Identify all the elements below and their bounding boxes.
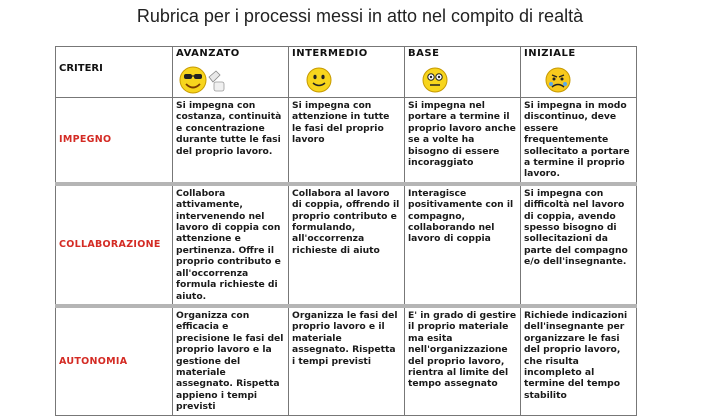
row-impegno — [56, 98, 637, 184]
row-autonomia — [56, 306, 637, 415]
smiling-smiley-icon — [292, 63, 332, 95]
level-label: BASE — [408, 48, 440, 59]
row-collaborazione — [56, 184, 637, 306]
descriptor-cell: Collabora attivamente, intervenendo nel lavoro di coppia con attenzione e pertinenza. Offre il proprio contributo e all'occorrenza formula richieste di aiuto. — [173, 184, 289, 306]
sad-smiley-icon — [524, 63, 572, 95]
level-label: INTERMEDIO — [292, 48, 368, 59]
descriptor-cell: Si impegna con difficoltà nel lavoro di coppia, avendo spesso bisogno di sollecitazioni da parte del compagno e/o dell'insegnante. — [520, 184, 636, 306]
level-label: AVANZATO — [176, 48, 240, 59]
criteria-header: CRITERI — [59, 63, 103, 74]
descriptor-cell: Si impegna nel portare a termine il proprio lavoro anche se a volte ha bisogno di essere incoraggiato — [405, 98, 521, 184]
descriptor-cell: Organizza con efficacia e precisione le fasi del proprio lavoro e la gestione del materiale assegnato. Rispetta appieno i tempi previsti — [173, 306, 289, 415]
level-header-initial — [520, 47, 636, 98]
level-header-advanced — [173, 47, 289, 98]
descriptor-cell: Organizza le fasi del proprio lavoro e il materiale assegnato. Rispetta i tempi previsti — [289, 306, 405, 415]
level-header-base — [405, 47, 521, 98]
happy-cool-smiley-icon — [176, 63, 234, 95]
criterion-collaborazione: COLLABORAZIONE — [56, 184, 173, 306]
descriptor-cell: Si impegna con attenzione in tutte le fasi del proprio lavoro — [289, 98, 405, 184]
descriptor-cell: E' in grado di gestire il proprio materiale ma esita nell'organizzazione del proprio lavoro, rientra al limite del tempo assegnato — [405, 306, 521, 415]
descriptor-cell: Interagisce positivamente con il compagno, collaborando nel lavoro di coppia — [405, 184, 521, 306]
slide-title: Rubrica per i processi messi in atto nel compito di realtà — [136, 6, 584, 26]
descriptor-cell: Collabora al lavoro di coppia, offrendo il proprio contributo e formulando, all'occorrenza richieste di aiuto — [289, 184, 405, 306]
rubric-table-container — [55, 46, 637, 413]
criteria-header-cell — [56, 47, 173, 98]
descriptor-cell: Si impegna in modo discontinuo, deve essere frequentemente sollecitato a portare a termine il proprio lavoro. — [520, 98, 636, 184]
rubric-table — [55, 46, 637, 416]
level-header-intermediate — [289, 47, 405, 98]
neutral-smiley-icon — [408, 63, 448, 95]
header-row — [56, 47, 637, 98]
criterion-autonomia: AUTONOMIA — [56, 306, 173, 415]
descriptor-cell: Si impegna con costanza, continuità e concentrazione durante tutte le fasi del proprio lavoro. — [173, 98, 289, 184]
descriptor-cell: Richiede indicazioni dell'insegnante per organizzare le fasi del proprio lavoro, che risulta incompleto al termine del tempo stabilito — [520, 306, 636, 415]
level-label: INIZIALE — [523, 48, 576, 59]
criterion-impegno: IMPEGNO — [56, 98, 173, 184]
